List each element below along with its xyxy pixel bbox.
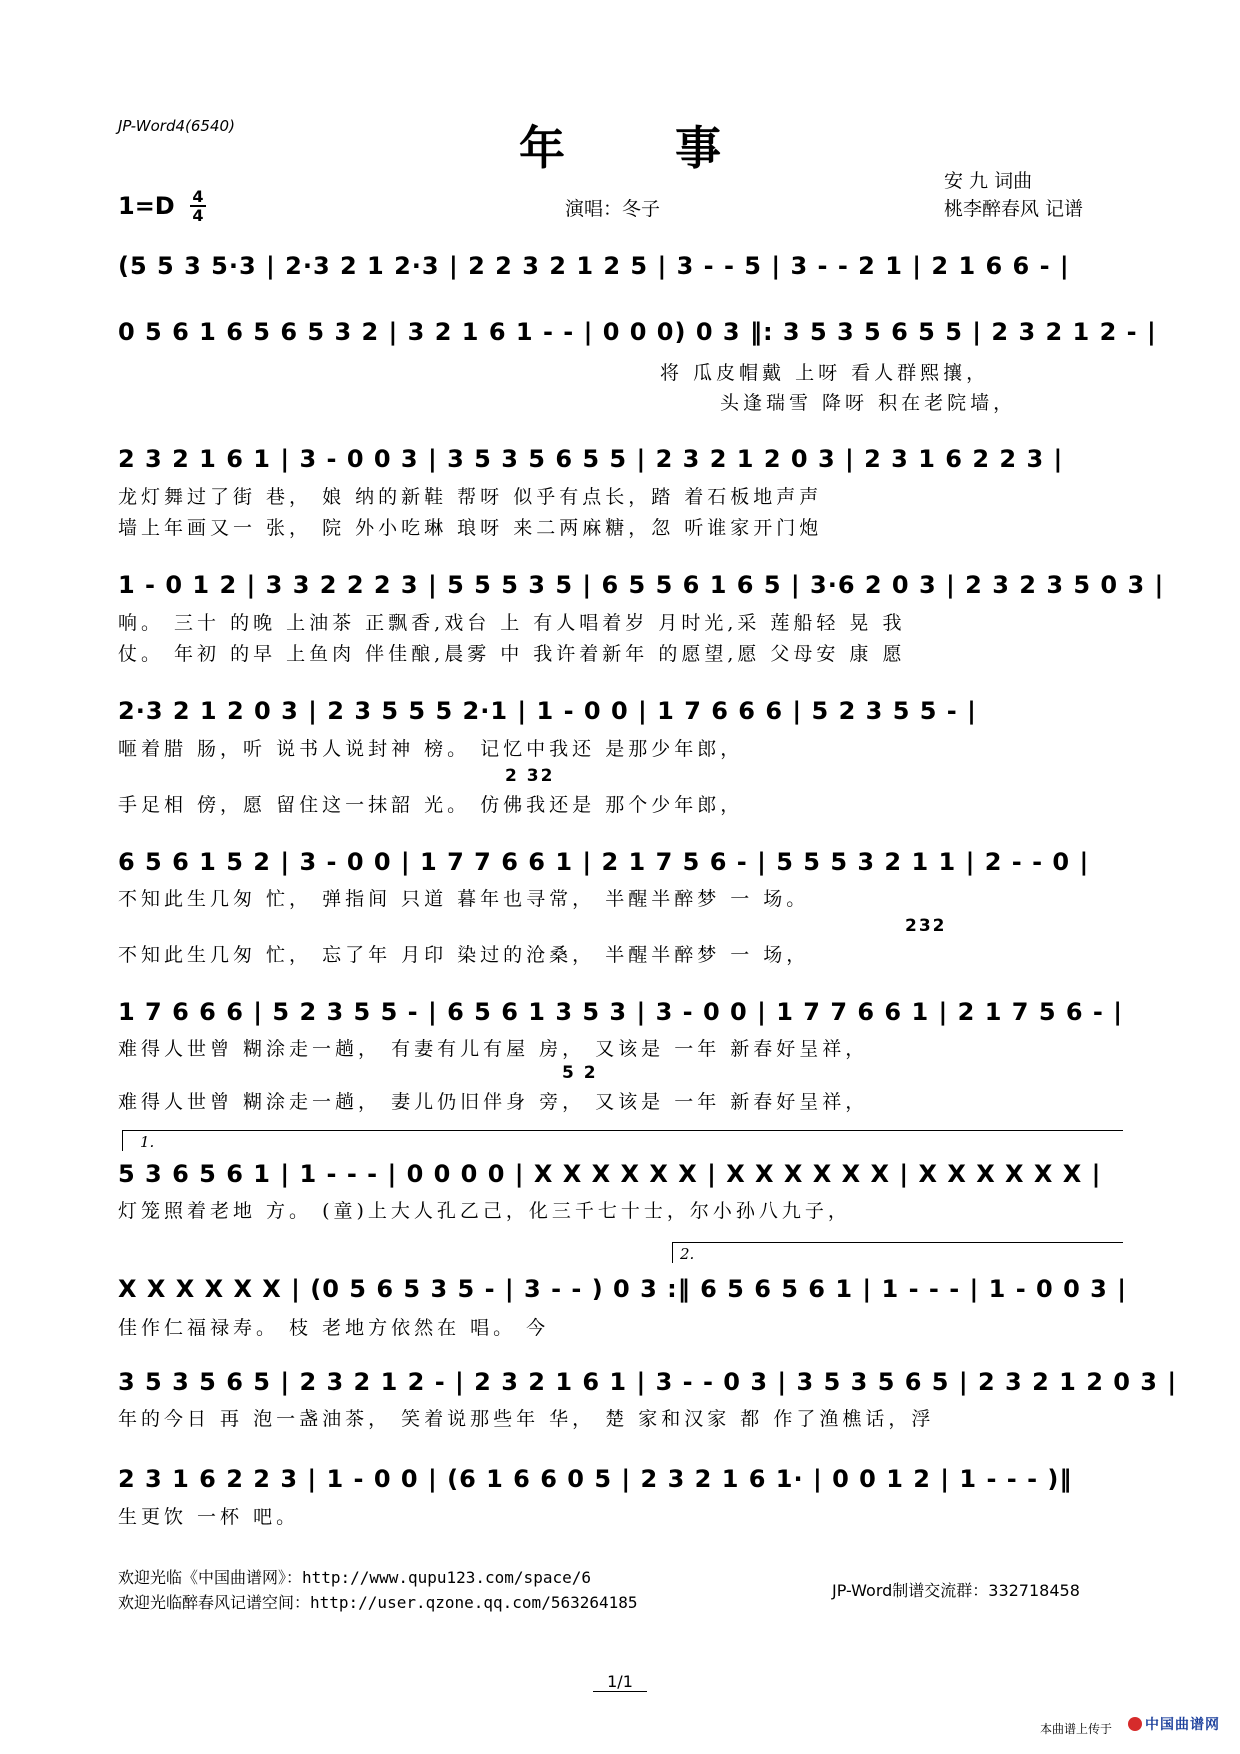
score-line: 0 5 6 1 6 5 6 5 3 2 | 3 2 1 6 1 - - | 0 0 0) 0 3 ‖: 3 5 3 5 6 5 5 | 2 3 2 1 2 - | [118, 318, 1157, 346]
lyric-line-2: 头逢瑞雪 降呀 积在老院墙， [720, 392, 1017, 414]
first-ending-label: 1. [140, 1133, 155, 1151]
score-line: 6 5 6 1 5 2 | 3 - 0 0 | 1 7 7 6 6 1 | 2 1 7 5 6 - | 5 5 5 3 2 1 1 | 2 - - 0 | [118, 848, 1090, 876]
lyric-line-1: 将 瓜皮帽戴 上呀 看人群熙攘， [660, 362, 990, 384]
website-link[interactable]: 欢迎光临《中国曲谱网》：http://www.qupu123.com/space/6 [118, 1568, 591, 1587]
lyric-line-1: 不知此生几匆 忙， 弹指间 只道 暮年也寻常， 半醒半醉梦 一 场。 [118, 888, 810, 910]
alternate-notes: 2 32 [505, 766, 555, 786]
site-logo[interactable] [1128, 1714, 1220, 1734]
lyric-line-2: 墙上年画又一 张， 院 外小吃琳 琅呀 来二两麻糖，忽 听谁家开门炮 [118, 517, 823, 539]
time-signature [190, 188, 206, 224]
lyric-line-1: 佳作仁福禄寿。 枝 老地方依然在 唱。 今 [118, 1317, 550, 1339]
qzone-link[interactable]: 欢迎光临醉春风记谱空间：http://user.qzone.qq.com/563264185 [118, 1593, 638, 1612]
page-number [0, 1672, 1240, 1691]
first-ending-bracket [122, 1130, 1123, 1151]
site-logo-text: 中国曲谱网 [1145, 1717, 1220, 1733]
lyric-line-1: 难得人世曾 糊涂走一趟， 有妻有儿有屋 房， 又该是 一年 新春好呈祥， [118, 1038, 869, 1060]
second-ending-label: 2. [680, 1245, 695, 1263]
alternate-notes: 232 [905, 916, 947, 936]
score-line: 2 3 1 6 2 2 3 | 1 - 0 0 | (6 1 6 6 0 5 | 2 3 2 1 6 1· | 0 0 1 2 | 1 - - - )‖ [118, 1465, 1073, 1493]
lyric-line-2: 手足相 傍，愿 留住这一抹韶 光。 仿佛我还是 那个少年郎， [118, 794, 744, 816]
alternate-notes: 5 2 [562, 1063, 598, 1083]
logo-mark-icon [1128, 1717, 1142, 1731]
upload-note: 本曲谱上传于 [1040, 1722, 1113, 1736]
score-line: 1 7 6 6 6 | 5 2 3 5 5 - | 6 5 6 1 3 5 3 | 3 - 0 0 | 1 7 7 6 6 1 | 2 1 7 5 6 - | [118, 998, 1124, 1026]
lyric-line-1: 咂着腊 肠，听 说书人说封神 榜。 记忆中我还 是那少年郎， [118, 738, 744, 760]
key-signature: 1=D [118, 192, 175, 220]
time-signature-bottom: 4 [192, 206, 204, 225]
second-ending-bracket [672, 1242, 1123, 1263]
page-title: 年事 [519, 121, 831, 175]
score-line: (5 5 3 5·3 | 2·3 2 1 2·3 | 2 2 3 2 1 2 5 | 3 - - 5 | 3 - - 2 1 | 2 1 6 6 - | [118, 252, 1070, 280]
lyric-line-2: 不知此生几匆 忙， 忘了年 月印 染过的沧桑， 半醒半醉梦 一 场， [118, 944, 810, 966]
lyric-line-1: 响。 三十 的晚 上油茶 正飘香,戏台 上 有人唱着岁 月时光,采 莲船轻 晃 我 [118, 612, 906, 634]
transcriber-credit: 桃李醉春风 记谱 [944, 198, 1084, 220]
lyric-line-1: 生更饮 一杯 吧。 [118, 1506, 300, 1528]
lyric-line-1: 年的今日 再 泡一盏油茶， 笑着说那些年 华， 楚 家和汉家 都 作了渔樵话，浮 [118, 1408, 935, 1430]
lyric-line-1: 灯笼照着老地 方。 (童)上大人孔乙己，化三千七十士，尔小孙八九子， [118, 1200, 851, 1222]
lyric-line-2: 难得人世曾 糊涂走一趟， 妻儿仍旧伴身 旁， 又该是 一年 新春好呈祥， [118, 1091, 869, 1113]
singer-credit: 演唱：冬子 [565, 198, 661, 220]
lyric-line-1: 龙灯舞过了街 巷， 娘 纳的新鞋 帮呀 似乎有点长，踏 着石板地声声 [118, 486, 823, 508]
lyrics-music-credit: 安 九 词曲 [944, 170, 1033, 192]
lyric-line-2: 仗。 年初 的早 上鱼肉 伴佳酿,晨雾 中 我许着新年 的愿望,愿 父母安 康 愿 [118, 643, 906, 665]
software-tag: JP-Word4(6540) [118, 117, 235, 135]
score-line: 2·3 2 1 2 0 3 | 2 3 5 5 5 2·1 | 1 - 0 0 | 1 7 6 6 6 | 5 2 3 5 5 - | [118, 697, 977, 725]
page-number-text: 1/1 [593, 1672, 647, 1692]
group-info: JP-Word制谱交流群：332718458 [832, 1581, 1080, 1600]
score-line: 5 3 6 5 6 1 | 1 - - - | 0 0 0 0 | X X X X X X | X X X X X X | X X X X X X | [118, 1160, 1102, 1188]
score-line: 3 5 3 5 6 5 | 2 3 2 1 2 - | 2 3 2 1 6 1 | 3 - - 0 3 | 3 5 3 5 6 5 | 2 3 2 1 2 0 3 | [118, 1368, 1178, 1396]
score-line: 1 - 0 1 2 | 3 3 2 2 2 3 | 5 5 5 3 5 | 6 5 5 6 1 6 5 | 3·6 2 0 3 | 2 3 2 3 5 0 3 | [118, 571, 1165, 599]
score-line: 2 3 2 1 6 1 | 3 - 0 0 3 | 3 5 3 5 6 5 5 | 2 3 2 1 2 0 3 | 2 3 1 6 2 2 3 | [118, 445, 1064, 473]
time-signature-top: 4 [192, 187, 204, 206]
score-line: X X X X X X | (0 5 6 5 3 5 - | 3 - - ) 0 3 :‖ 6 5 6 5 6 1 | 1 - - - | 1 - 0 0 3 | [118, 1275, 1127, 1303]
